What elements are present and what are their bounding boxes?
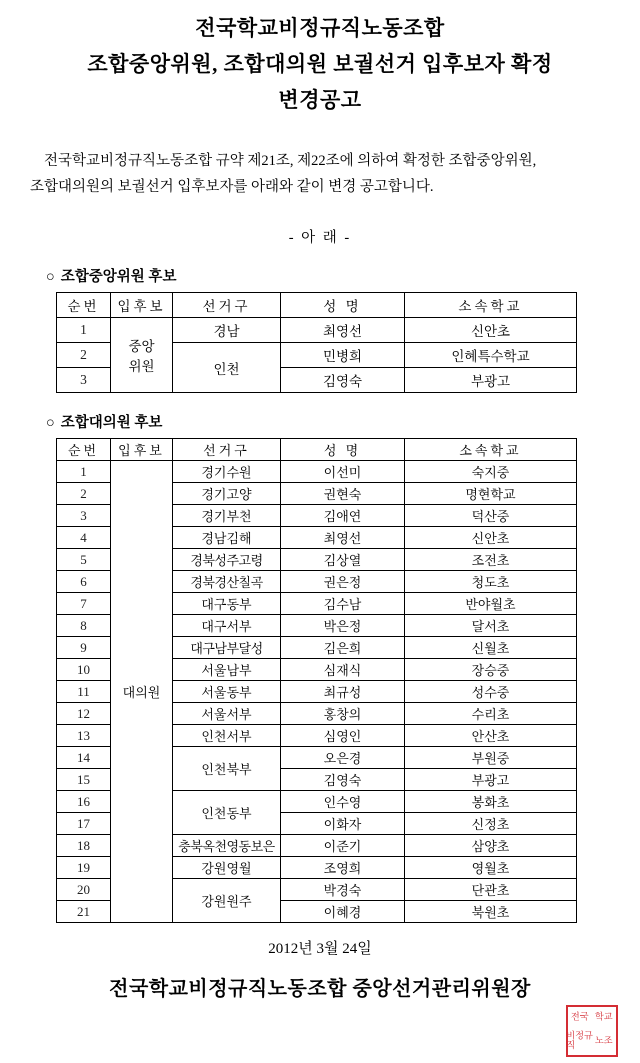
cell-no: 18	[57, 835, 111, 857]
cell-candidacy	[111, 318, 173, 393]
column-header-no: 순번	[57, 439, 111, 461]
cell-district: 경기수원	[173, 461, 281, 483]
column-header-district: 선거구	[173, 439, 281, 461]
delegates-table	[56, 438, 577, 923]
cell-no: 1	[57, 318, 111, 343]
central-committee-table	[56, 292, 577, 393]
seal-text-4: 노조	[595, 1034, 613, 1046]
cell-name: 홍창의	[281, 703, 405, 725]
cell-school: 조전초	[405, 549, 577, 571]
table-row	[57, 318, 577, 343]
column-header-candidacy: 입후보	[111, 293, 173, 318]
cell-school: 성수중	[405, 681, 577, 703]
cell-no: 12	[57, 703, 111, 725]
cell-school: 신안초	[405, 318, 577, 343]
cell-name: 이선미	[281, 461, 405, 483]
cell-no: 11	[57, 681, 111, 703]
cell-name: 이화자	[281, 813, 405, 835]
cell-district: 서울서부	[173, 703, 281, 725]
cell-no: 4	[57, 527, 111, 549]
column-header-name: 성 명	[281, 293, 405, 318]
cell-district: 강원원주	[173, 879, 281, 923]
cell-name: 최규성	[281, 681, 405, 703]
title-line-2: 조합중앙위원, 조합대의원 보궐선거 입후보자 확정	[87, 52, 553, 76]
cell-no: 6	[57, 571, 111, 593]
cell-school: 부원중	[405, 747, 577, 769]
cell-name: 박은정	[281, 615, 405, 637]
central-committee-heading-label: 조합중앙위원 후보	[60, 269, 177, 285]
cell-no: 15	[57, 769, 111, 791]
seal-text-3: 비정규직	[566, 1030, 593, 1051]
cell-no: 2	[57, 483, 111, 505]
candidacy-label-line-2: 위원	[128, 359, 155, 374]
cell-school: 덕산중	[405, 505, 577, 527]
cell-name: 최영선	[281, 318, 405, 343]
cell-name: 심재식	[281, 659, 405, 681]
cell-no: 10	[57, 659, 111, 681]
cell-district: 충북옥천영동보은	[173, 835, 281, 857]
cell-name: 김애연	[281, 505, 405, 527]
document-footer: 전국학교비정규직노동조합 중앙선거관리위원장	[109, 978, 531, 1000]
intro-paragraph-line-2: 조합대의원의 보궐선거 입후보자를 아래와 같이 변경 공고합니다.	[30, 179, 434, 195]
column-header-candidacy: 입후보	[111, 439, 173, 461]
cell-no: 7	[57, 593, 111, 615]
title-line-3: 변경공고	[278, 88, 362, 112]
cell-school: 청도초	[405, 571, 577, 593]
cell-name: 민병희	[281, 343, 405, 368]
cell-name: 인수영	[281, 791, 405, 813]
cell-school: 부광고	[405, 769, 577, 791]
column-header-no: 순번	[57, 293, 111, 318]
cell-school: 숙지중	[405, 461, 577, 483]
seal-text-2: 학교	[595, 1010, 613, 1022]
cell-district: 인천서부	[173, 725, 281, 747]
cell-name: 박경숙	[281, 879, 405, 901]
cell-school: 신정초	[405, 813, 577, 835]
cell-school: 북원초	[405, 901, 577, 923]
cell-school: 명현학교	[405, 483, 577, 505]
cell-school: 달서초	[405, 615, 577, 637]
cell-name: 심영인	[281, 725, 405, 747]
intro-paragraph-line-1: 전국학교비정규직노동조합 규약 제21조, 제22조에 의하여 확정한 조합중앙위원,	[44, 153, 537, 169]
cell-no: 13	[57, 725, 111, 747]
cell-district: 인천동부	[173, 791, 281, 835]
cell-no: 3	[57, 505, 111, 527]
arae-marker: - 아 래 -	[288, 230, 352, 246]
cell-no: 14	[57, 747, 111, 769]
cell-district: 대구동부	[173, 593, 281, 615]
candidacy-label-line-1: 중앙	[128, 339, 155, 354]
cell-district: 인천북부	[173, 747, 281, 791]
cell-district: 서울동부	[173, 681, 281, 703]
cell-no: 2	[57, 343, 111, 368]
delegates-heading	[46, 411, 640, 432]
cell-district: 강원영월	[173, 857, 281, 879]
document-title	[0, 0, 640, 118]
cell-district: 대구서부	[173, 615, 281, 637]
cell-no: 17	[57, 813, 111, 835]
cell-school: 장승중	[405, 659, 577, 681]
cell-no: 21	[57, 901, 111, 923]
cell-name: 김영숙	[281, 769, 405, 791]
circle-bullet-icon: ○	[46, 415, 55, 431]
official-seal-stamp	[566, 1005, 618, 1057]
cell-district: 경남김해	[173, 527, 281, 549]
circle-bullet-icon: ○	[46, 269, 55, 285]
cell-district: 서울남부	[173, 659, 281, 681]
cell-school: 신안초	[405, 527, 577, 549]
cell-school: 반야월초	[405, 593, 577, 615]
cell-name: 조영희	[281, 857, 405, 879]
cell-no: 3	[57, 368, 111, 393]
cell-name: 이준기	[281, 835, 405, 857]
column-header-school: 소속학교	[405, 293, 577, 318]
cell-name: 권은정	[281, 571, 405, 593]
cell-school: 봉화초	[405, 791, 577, 813]
document-date: 2012년 3월 24일	[268, 941, 372, 957]
cell-name: 권현숙	[281, 483, 405, 505]
cell-name: 김수남	[281, 593, 405, 615]
cell-candidacy: 대의원	[111, 461, 173, 923]
cell-district: 경북경산칠곡	[173, 571, 281, 593]
cell-no: 16	[57, 791, 111, 813]
cell-name: 김영숙	[281, 368, 405, 393]
cell-no: 1	[57, 461, 111, 483]
cell-no: 19	[57, 857, 111, 879]
central-committee-heading	[46, 265, 640, 286]
column-header-district: 선거구	[173, 293, 281, 318]
cell-district: 인천	[173, 343, 281, 393]
table-header-row	[57, 293, 577, 318]
cell-name: 김상열	[281, 549, 405, 571]
cell-school: 부광고	[405, 368, 577, 393]
cell-school: 영월초	[405, 857, 577, 879]
cell-district: 경북성주고령	[173, 549, 281, 571]
cell-no: 20	[57, 879, 111, 901]
column-header-name: 성 명	[281, 439, 405, 461]
cell-no: 5	[57, 549, 111, 571]
cell-name: 김은희	[281, 637, 405, 659]
seal-text-1: 전국	[571, 1010, 589, 1022]
title-line-1: 전국학교비정규직노동조합	[195, 16, 445, 40]
cell-district: 경남	[173, 318, 281, 343]
cell-district: 대구남부달성	[173, 637, 281, 659]
cell-district: 경기고양	[173, 483, 281, 505]
table-row	[57, 461, 577, 483]
cell-name: 이혜경	[281, 901, 405, 923]
cell-school: 안산초	[405, 725, 577, 747]
cell-district: 경기부천	[173, 505, 281, 527]
cell-no: 8	[57, 615, 111, 637]
cell-school: 삼양초	[405, 835, 577, 857]
delegates-heading-label: 조합대의원 후보	[60, 415, 163, 431]
column-header-school: 소속학교	[405, 439, 577, 461]
cell-school: 인혜특수학교	[405, 343, 577, 368]
cell-school: 신월초	[405, 637, 577, 659]
cell-no: 9	[57, 637, 111, 659]
cell-name: 오은경	[281, 747, 405, 769]
cell-school: 단관초	[405, 879, 577, 901]
table-header-row	[57, 439, 577, 461]
cell-name: 최영선	[281, 527, 405, 549]
cell-school: 수리초	[405, 703, 577, 725]
intro-paragraph	[30, 148, 610, 200]
